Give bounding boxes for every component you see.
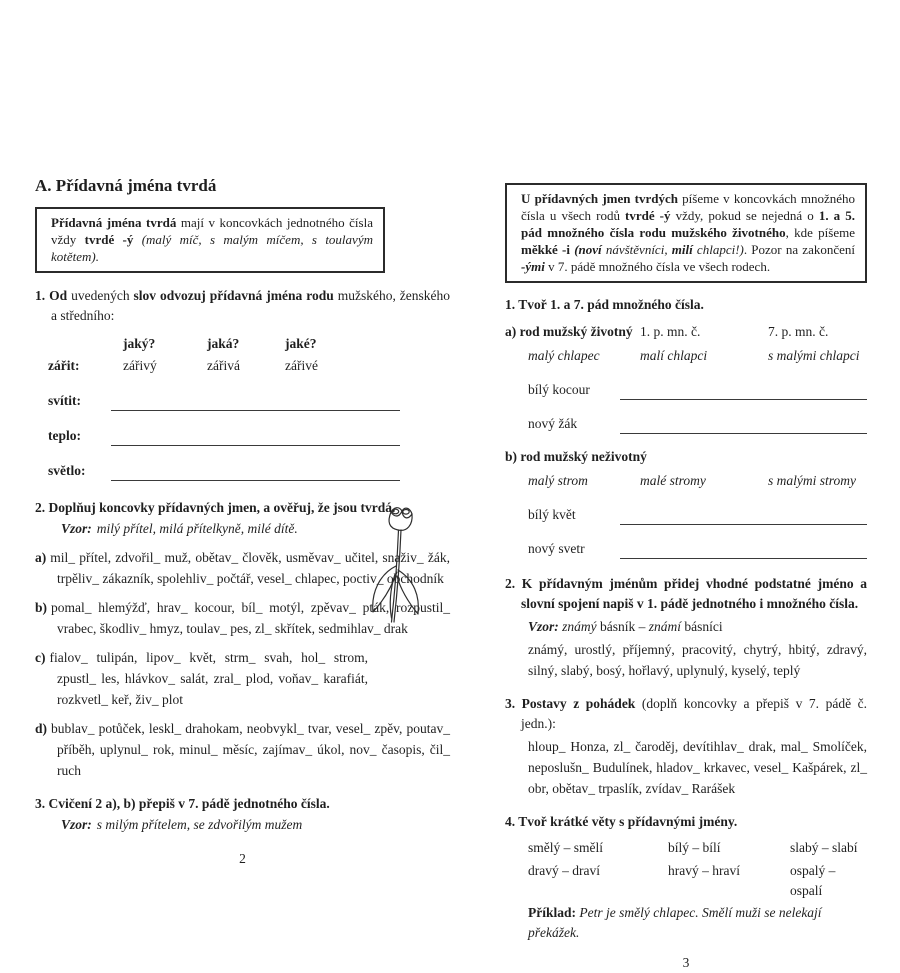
rule-text: mají v koncovkách jednotného čísla vždy <box>51 215 373 247</box>
group-b-example-row <box>505 471 867 491</box>
grammar-rule-box <box>35 207 385 273</box>
rule-text: milí <box>671 242 693 257</box>
rule-text: tvrdé -ý <box>84 232 142 247</box>
group-a-label: a) rod mužský životný <box>505 324 633 339</box>
heading-text: mužského, ženského a středního: <box>51 288 451 323</box>
item-text: pomal_ hlemýžď, hrav_ kocour, bíl_ motýl, zpěvav_ pták, rozpustil_ vrabec, škodliv_ hmyz, toulav_ pes, zl_ skřítek, sedmihlav_ drak <box>51 600 450 636</box>
rule-text: návštěvníci, <box>601 242 672 257</box>
section-title: A. Přídavná jména tvrdá <box>35 176 217 195</box>
grammar-rule-box <box>505 183 867 283</box>
left-page <box>35 176 450 869</box>
exercise-3-heading <box>505 694 867 734</box>
pair: slabý – slabí <box>790 840 858 855</box>
pair: bílý – bílí <box>668 840 721 855</box>
vzor-text: známý <box>558 619 597 634</box>
exercise-2-item-c <box>35 647 368 710</box>
pair: smělý – smělí <box>528 840 603 855</box>
exercise-4-example <box>505 903 867 943</box>
rule-text: píšeme v koncovkách množného čísla u všech rodů <box>521 191 855 223</box>
pair: dravý – draví <box>528 863 600 878</box>
rule-text: chlapci!) <box>692 242 744 257</box>
rule-text: měkké -i <box>521 242 570 257</box>
priklad-label: Příklad: <box>528 905 580 920</box>
heading-text: uvedených <box>71 288 134 303</box>
rule-text: 1. a 5. pád množného čísla rodu mužského životného <box>521 208 855 240</box>
rule-text: vždy, pokud se nejedná o <box>670 208 819 223</box>
example-singular: malý chlapec <box>528 348 600 363</box>
column-header: jaká? <box>207 336 240 351</box>
right-page <box>505 183 867 973</box>
item-text: bublav_ potůček, leskl_ drahokam, neobvykl_ tvar, vesel_ zpěv, poutav_ příběh, uplynul_ rok, minul_ měsíc, zajímav_ úkol, nov_ časopis, čil_ ruch <box>51 721 450 778</box>
example-instrumental-plural: s malými chlapci <box>768 348 860 363</box>
fill-in-row <box>48 461 400 481</box>
exercise-2-item-d <box>35 718 450 781</box>
column-header: jaké? <box>285 336 317 351</box>
row-label: nový svetr <box>528 541 585 556</box>
spacer <box>48 334 123 354</box>
rule-text: . Pozor na zakončení <box>743 242 856 257</box>
fill-in-row <box>528 505 867 525</box>
fill-in-row <box>528 539 867 559</box>
exercise-2-heading: 2. K přídavným jménům přidej vhodné podstatné jméno a slovní spojení napiš v 1. pádě jednotného i množného čísla. <box>505 576 867 611</box>
adjective-pairs-row <box>505 861 867 901</box>
example-feminine: zářivá <box>207 358 240 373</box>
rule-text: tvrdé -ý <box>625 208 671 223</box>
write-on-line <box>111 429 400 446</box>
item-label: d) <box>35 721 48 736</box>
vzor-label: Vzor: <box>61 521 92 536</box>
exercise-1-heading <box>35 286 450 326</box>
vzor-text: básníci <box>681 619 723 634</box>
rule-text: -ými <box>521 259 545 274</box>
heading-text: slov odvozuj přídavná jména rodu <box>133 288 338 303</box>
exercise-3-heading: 3. Cvičení 2 a), b) přepiš v 7. pádě jednotného čísla. <box>35 796 330 811</box>
question-header-row <box>35 334 450 354</box>
write-on-line <box>620 417 867 434</box>
tulip-illustration <box>361 502 453 626</box>
column-header: jaký? <box>123 336 156 351</box>
row-label: nový žák <box>528 416 578 431</box>
page-number: 2 <box>239 851 246 866</box>
heading-text: 3. Postavy z pohádek <box>505 696 642 711</box>
example-instrumental-plural: s malými stromy <box>768 473 856 488</box>
fill-in-row <box>528 414 867 434</box>
item-label: c) <box>35 650 46 665</box>
row-label: bílý kocour <box>528 382 590 397</box>
item-label: b) <box>35 600 48 615</box>
case-column-header: 7. p. mn. č. <box>768 324 829 339</box>
row-label: světlo: <box>48 463 86 478</box>
vzor-text: milý přítel, milá přítelkyně, milé dítě. <box>96 521 298 536</box>
group-b-label: b) rod mužský neživotný <box>505 449 647 464</box>
rule-text: v 7. pádě množného čísla ve všech rodech. <box>544 259 771 274</box>
exercise-4-heading: 4. Tvoř krátké věty s přídavnými jmény. <box>505 814 738 829</box>
example-nominative-plural: malí chlapci <box>640 348 708 363</box>
item-label: a) <box>35 550 47 565</box>
row-label: teplo: <box>48 428 81 443</box>
adjective-pairs-row <box>505 838 867 858</box>
row-label: svítit: <box>48 393 81 408</box>
rule-text: U přídavných jmen tvrdých <box>521 191 678 206</box>
group-a-example-row <box>505 346 867 366</box>
priklad-text: Petr je smělý chlapec. Smělí muži se nelekají překážek. <box>528 905 822 940</box>
heading-text: (doplň koncovky a přepiš v 7. pádě č. jedn.): <box>521 696 868 731</box>
write-on-line <box>620 383 867 400</box>
vzor-text: básník – <box>596 619 649 634</box>
rule-text: Přídavná jména tvrdá <box>51 215 177 230</box>
example-verb: zářit: <box>48 358 80 373</box>
exercise-2-example <box>505 617 867 637</box>
example-nominative-plural: malé stromy <box>640 473 706 488</box>
adjective-word-list: známý, urostlý, příjemný, pracovitý, chytrý, hbitý, zdravý, silný, slabý, bosý, hořlavý, uplynulý, kyselý, teplý <box>528 642 867 678</box>
rule-text: , kde píšeme <box>785 225 855 240</box>
exercise-2-heading: 2. Doplňuj koncovky přídavných jmen, a ověřuj, že jsou tvrdá. <box>35 500 396 515</box>
fairy-tale-characters-list: hloup_ Honza, zl_ čaroděj, devítihlav_ drak, mal_ Smolíček, neposlušn_ Budulínek, hladov_ krkavec, vesel_ Kašpárek, zl_ obr, obětav_ trpaslík, zvídav_ Rarášek <box>528 739 867 796</box>
group-a-header-row <box>505 322 867 342</box>
example-masculine: zářivý <box>123 358 157 373</box>
row-label: bílý květ <box>528 507 576 522</box>
vzor-label: Vzor: <box>528 619 559 634</box>
heading-text: 1. Od <box>35 288 72 303</box>
write-on-line <box>620 542 867 559</box>
item-text: mil_ přítel, zdvořil_ muž, obětav_ člověk, usměvav_ učitel, snaživ_ žák, trpěliv_ zákazník, spolehliv_ počtář, vesel_ chlapec, poctiv_ obchodník <box>50 550 450 586</box>
case-column-header: 1. p. mn. č. <box>640 324 701 339</box>
vzor-label: Vzor: <box>61 817 92 832</box>
example-row <box>35 356 450 376</box>
write-on-line <box>111 464 400 481</box>
page-number: 3 <box>682 955 690 970</box>
exercise-3-example <box>35 815 450 835</box>
pair: hravý – hraví <box>668 863 740 878</box>
fill-in-row <box>528 380 867 400</box>
example-neuter: zářivé <box>285 358 318 373</box>
rule-text: (malý míč, s malým míčem, s toulavým kotětem). <box>51 232 373 264</box>
pair: ospalý – ospalí <box>790 863 836 898</box>
rule-text: (noví <box>574 242 602 257</box>
item-text: fialov_ tulipán, lipov_ květ, strm_ svah, hol_ strom, zpustl_ les, hlávkov_ salát, zral_ plod, voňav_ karafiát, rozkvetl_ keř, živ_ plot <box>49 650 368 707</box>
group-b-header-row <box>505 447 867 467</box>
write-on-line <box>620 508 867 525</box>
exercise-1-heading: 1. Tvoř 1. a 7. pád množného čísla. <box>505 297 704 312</box>
example-singular: malý strom <box>528 473 588 488</box>
vzor-text: s milým přítelem, se zdvořilým mužem <box>96 817 303 832</box>
write-on-line <box>111 394 400 411</box>
vzor-text: známí <box>648 619 682 634</box>
fill-in-row <box>48 391 400 411</box>
fill-in-row <box>48 426 400 446</box>
